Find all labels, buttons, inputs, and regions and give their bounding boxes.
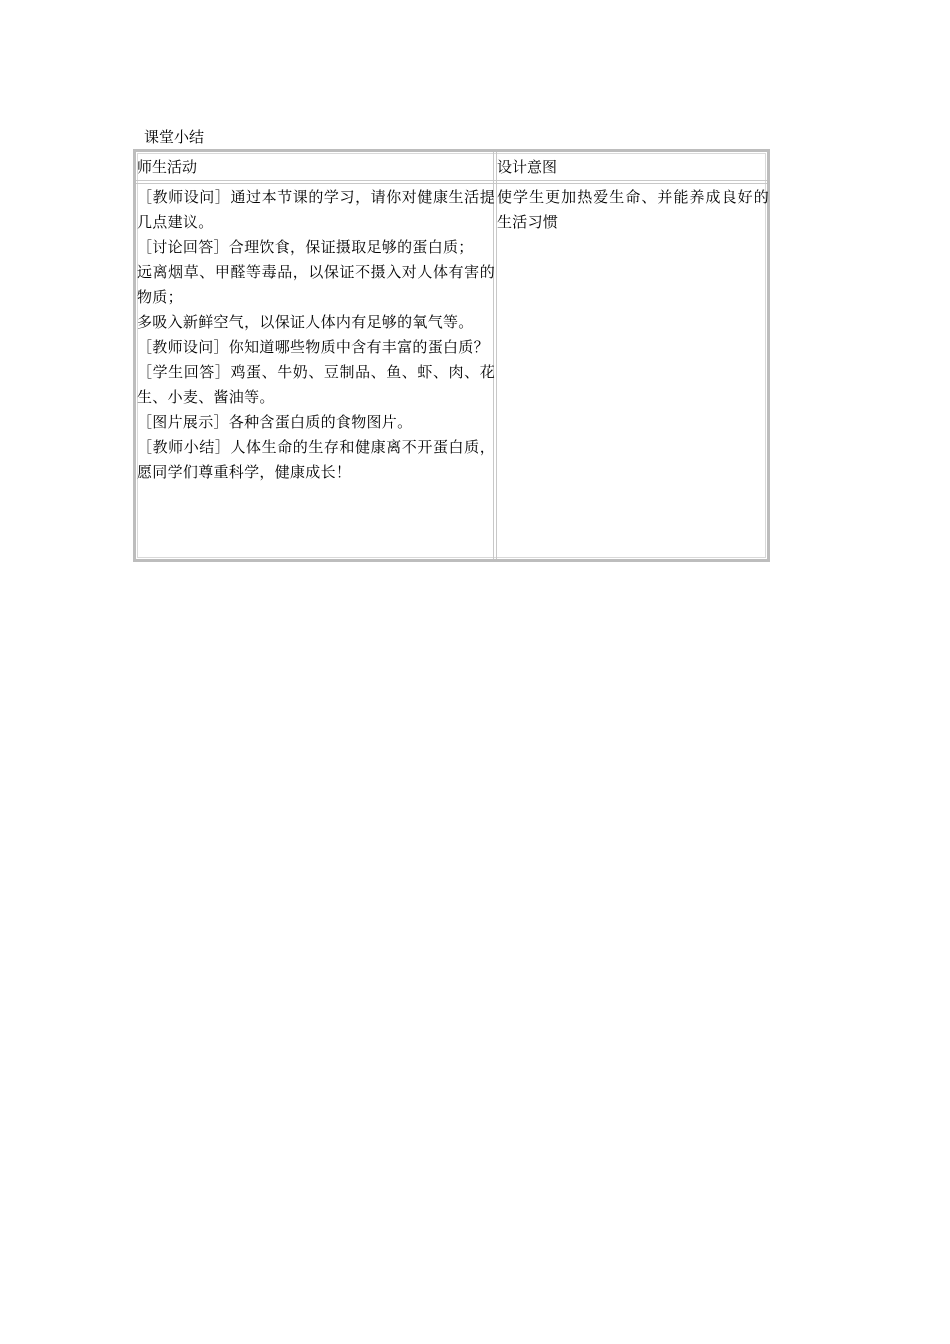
header-intent: 设计意图 <box>497 158 558 176</box>
activity-paragraph: ［讨论回答］合理饮食，保证摄取足够的蛋白质； <box>137 238 474 256</box>
intent-cell <box>497 185 769 557</box>
intent-text: 使学生更加热爱生命、并能养成良好的生活习惯 <box>497 188 769 231</box>
section-title: 课堂小结 <box>144 128 205 146</box>
lesson-summary-table <box>133 149 770 562</box>
activity-paragraph: 多吸入新鲜空气，以保证人体内有足够的氧气等。 <box>137 313 474 331</box>
activity-paragraph: ［教师设问］通过本节课的学习，请你对健康生活提几点建议。 <box>137 188 495 231</box>
activity-paragraph: ［教师小结］人体生命的生存和健康离不开蛋白质，愿同学们尊重科学，健康成长！ <box>137 438 495 481</box>
activity-paragraph: ［图片展示］各种含蛋白质的食物图片。 <box>137 413 413 431</box>
activity-paragraph: ［教师设问］你知道哪些物质中含有丰富的蛋白质？ <box>137 338 489 356</box>
header-activity: 师生活动 <box>137 158 198 176</box>
activity-paragraph: 远离烟草、甲醛等毒品，以保证不摄入对人体有害的物质； <box>137 263 495 306</box>
activity-cell <box>137 185 495 557</box>
activity-paragraph: ［学生回答］鸡蛋、牛奶、豆制品、鱼、虾、肉、花生、小麦、酱油等。 <box>137 363 495 406</box>
